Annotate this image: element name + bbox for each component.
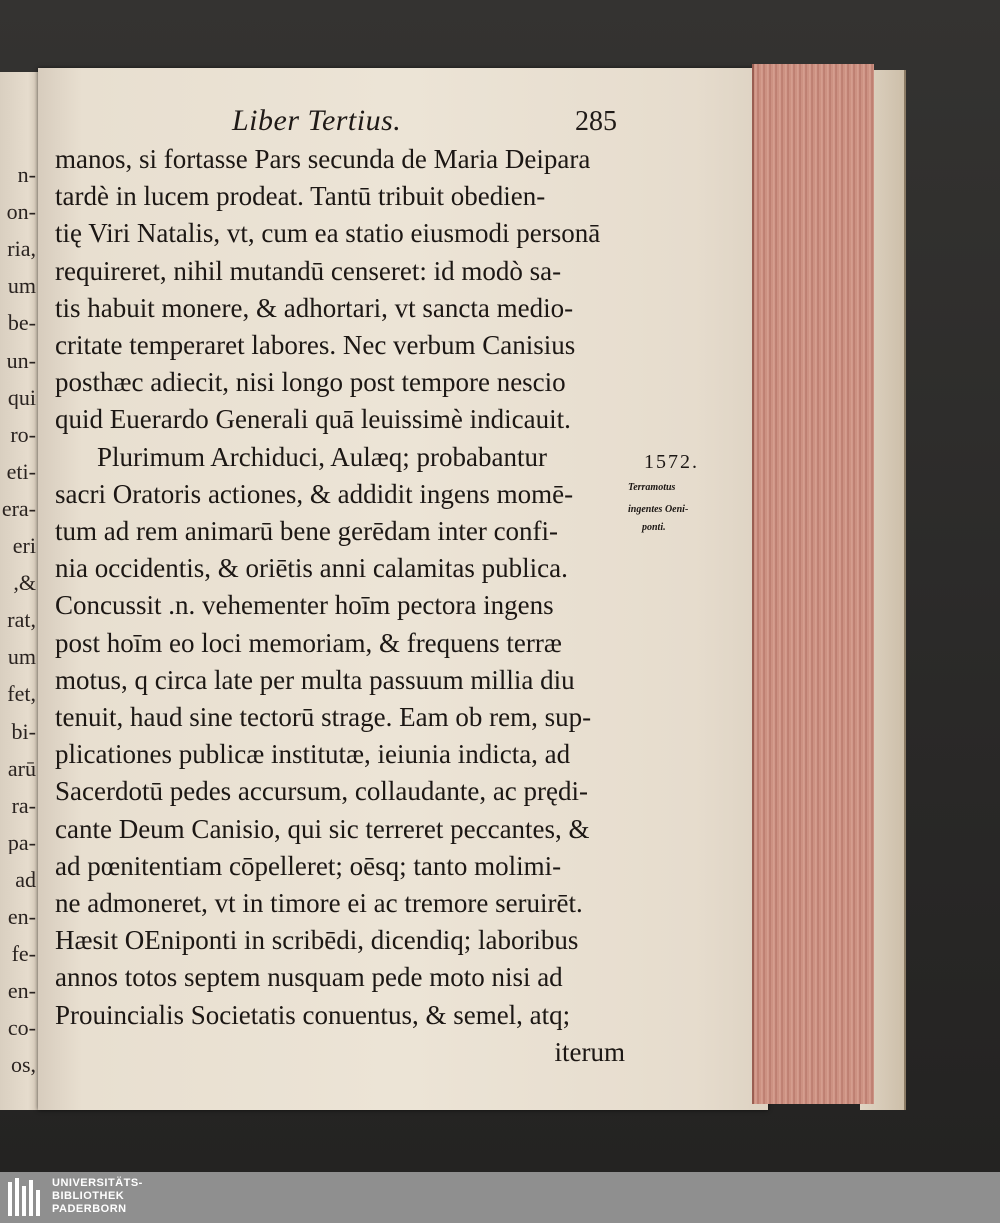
text-line: tardè in lucem prodeat. Tantū tribuit obedien-	[55, 181, 546, 211]
footer-bar	[0, 1172, 1000, 1223]
text-line: sacri Oratoris actiones, & addidit ingens momē-	[55, 479, 574, 509]
margin-note-line: ingentes Oeni-	[628, 504, 689, 515]
text-line: critate temperaret labores. Nec verbum Canisius	[55, 330, 576, 360]
text-line: Prouincialis Societatis conuentus, & semel, atq;	[55, 1000, 571, 1030]
text-line: cante Deum Canisio, qui sic terreret peccantes, &	[55, 814, 590, 844]
left-page-fragment: be-	[7, 312, 36, 334]
left-page-fragment: co-	[7, 1017, 36, 1039]
margin-year: 1572.	[644, 451, 699, 473]
library-logo-icon	[6, 1176, 42, 1220]
margin-note-line: Terramotus	[628, 482, 676, 493]
left-page-fragment: fe-	[11, 943, 36, 965]
page-number: 285	[575, 106, 617, 137]
text-line: iterum	[554, 1037, 625, 1067]
left-page-fragment: ,&	[13, 572, 36, 594]
left-page-fragment: n-	[17, 164, 36, 186]
text-line: Hæsit OEniponti in scribēdi, dicendiq; laboribus	[55, 925, 579, 955]
left-page-fragment: eri	[12, 535, 36, 557]
text-line: ad pœnitentiam cōpelleret; oēsq; tanto molimi-	[55, 851, 562, 881]
left-page-fragment: eti-	[6, 461, 36, 483]
left-page-fragment: os,	[10, 1054, 36, 1076]
text-line: annos totos septem nusquam pede moto nisi ad	[55, 962, 563, 992]
margin-note-line: ponti.	[642, 522, 666, 533]
left-page-fragment: pa-	[7, 832, 36, 854]
left-page-fragment: en-	[7, 906, 36, 928]
text-line: quid Euerardo Generali quā leuissimè indicauit.	[55, 404, 571, 434]
left-page-fragment: era-	[1, 498, 36, 520]
left-page-fragment: en-	[7, 980, 36, 1002]
text-line: nia occidentis, & oriētis anni calamitas publica.	[55, 553, 568, 583]
text-line: motus, q circa late per multa passuum millia diu	[55, 665, 575, 695]
text-line: tenuit, haud sine tectorū strage. Eam ob rem, sup-	[55, 702, 592, 732]
text-line: Sacerdotū pedes accursum, collaudante, ac prędi-	[55, 776, 589, 806]
text-line: manos, si fortasse Pars secunda de Maria Deipara	[55, 144, 591, 174]
left-page-fragment: rat,	[7, 609, 36, 631]
left-facing-page	[0, 72, 42, 1110]
text-line: tię Viri Natalis, vt, cum ea statio eiusmodi personā	[55, 218, 601, 248]
text-line: posthæc adiecit, nisi longo post tempore nescio	[55, 367, 566, 397]
left-page-fragment: ad	[15, 869, 36, 891]
logo-text-line: PADERBORN	[52, 1203, 127, 1215]
text-line: requireret, nihil mutandū censeret: id modò sa-	[55, 256, 562, 286]
left-page-fragment: arū	[7, 758, 36, 780]
text-line: Concussit .n. vehementer hoīm pectora ingens	[55, 590, 554, 620]
logo-text-line: UNIVERSITÄTS-	[52, 1177, 143, 1189]
red-fore-edge	[752, 64, 874, 1104]
left-page-fragment: ria,	[7, 238, 36, 260]
left-page-fragment: on-	[6, 201, 36, 223]
left-page-fragment: un-	[6, 350, 36, 372]
text-line: plicationes publicæ institutæ, ieiunia indicta, ad	[55, 739, 571, 769]
left-page-fragment: bi-	[11, 721, 36, 743]
text-line: ne admoneret, vt in timore ei ac tremore seruirēt.	[55, 888, 583, 918]
left-page-fragment: qui	[7, 387, 36, 409]
text-line: tis habuit monere, & adhortari, vt sancta medio-	[55, 293, 574, 323]
text-line: tum ad rem animarū bene gerēdam inter confi-	[55, 516, 559, 546]
left-page-fragment: um	[7, 275, 36, 297]
text-line: post hoīm eo loci memoriam, & frequens terræ	[55, 628, 562, 658]
running-header: Liber Tertius.	[232, 104, 402, 137]
left-page-fragment: fet,	[7, 683, 36, 705]
logo-text-line: BIBLIOTHEK	[52, 1190, 125, 1202]
left-page-fragment: ro-	[10, 424, 36, 446]
left-page-fragment: um	[7, 646, 36, 668]
text-line: Plurimum Archiduci, Aulæq; probabantur	[97, 442, 547, 472]
left-page-fragment: ra-	[11, 795, 36, 817]
